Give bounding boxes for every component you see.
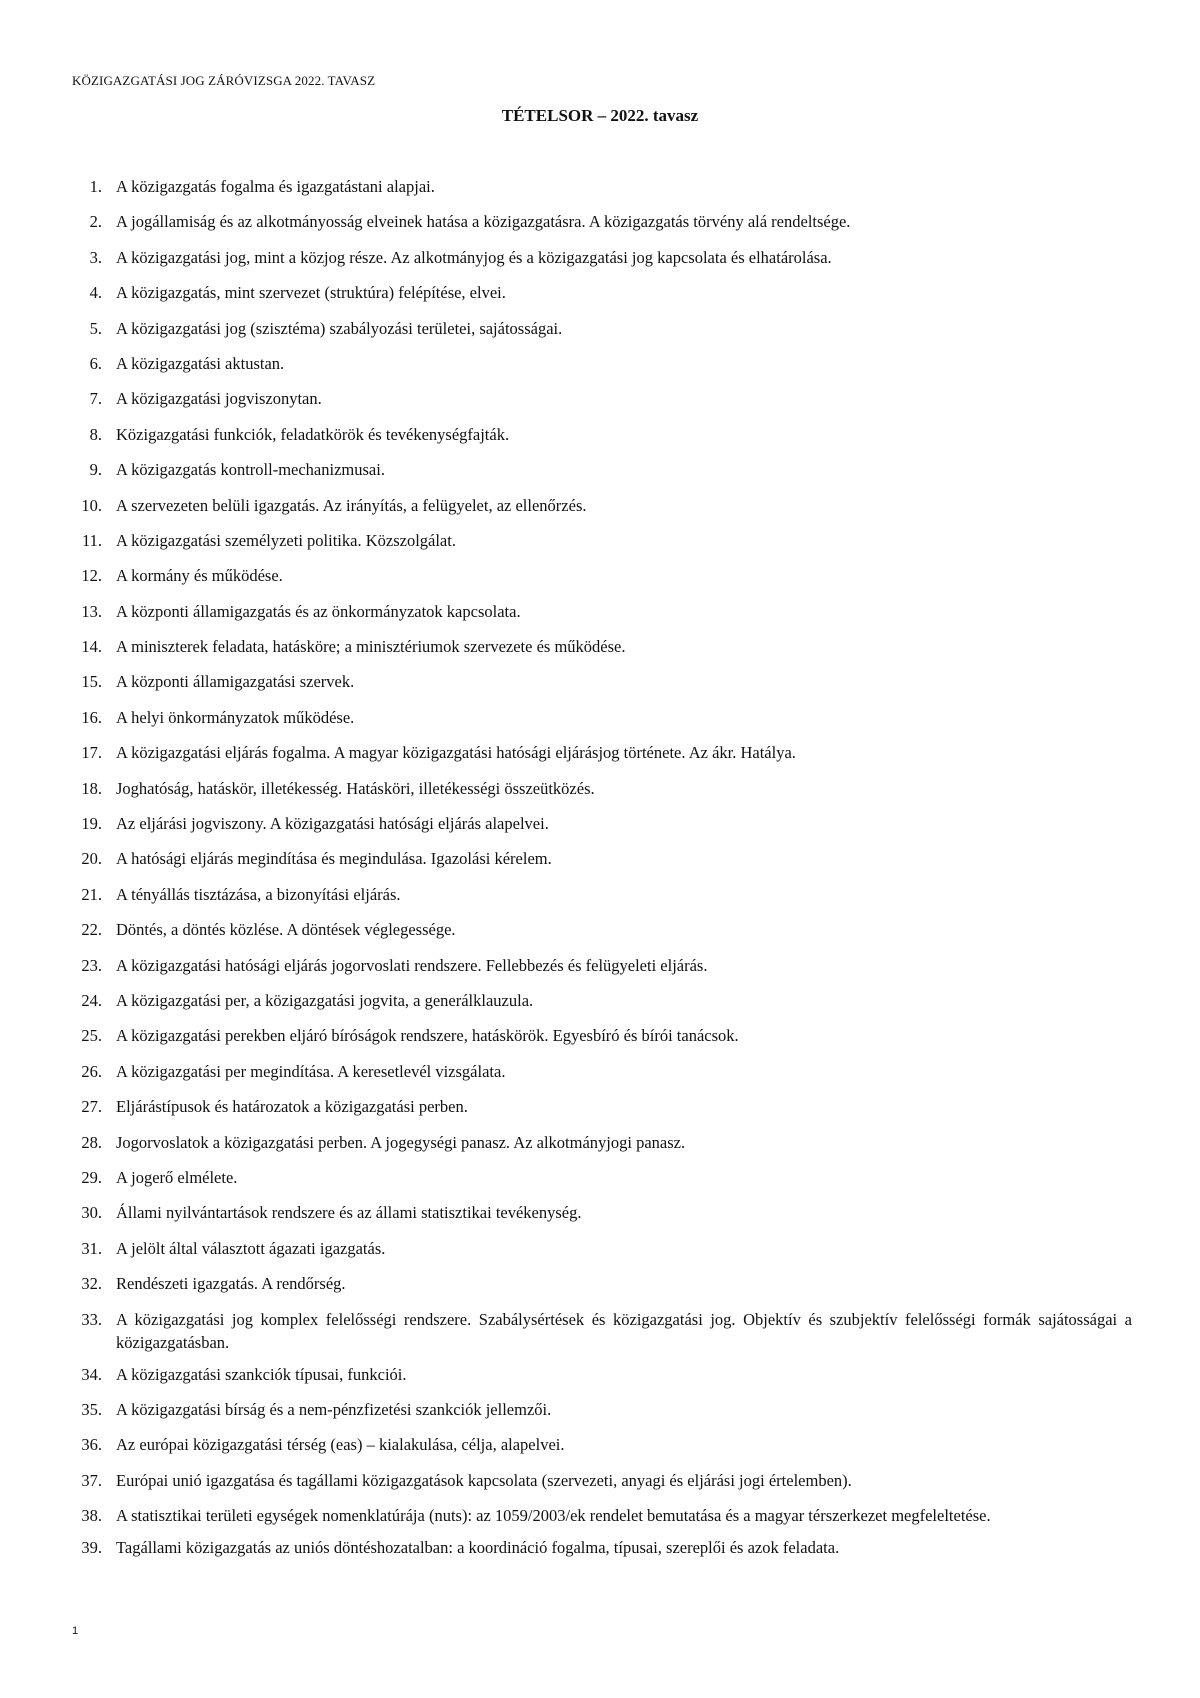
list-item-number: 4.	[89, 283, 102, 303]
list-item	[72, 1308, 1132, 1354]
list-item	[72, 494, 1132, 517]
list-item-text: A közigazgatás fogalma és igazgatástani alapjai.	[116, 177, 435, 196]
page-title: TÉTELSOR – 2022. tavasz	[501, 106, 699, 125]
list-item-text: Döntés, a döntés közlése. A döntések véglegessége.	[116, 920, 456, 940]
list-item	[72, 883, 1132, 906]
list-item-number: 29.	[81, 1167, 102, 1187]
list-item-text: A közigazgatási szankciók típusai, funkciói.	[116, 1364, 407, 1384]
list-item-number: 17.	[81, 743, 102, 763]
list-item-text: A közigazgatási személyzeti politika. Közszolgálat.	[116, 530, 456, 550]
list-item-number: 19.	[81, 814, 102, 834]
list-item	[72, 1024, 1132, 1047]
list-item-text: A jelölt által választott ágazati igazgatás.	[116, 1238, 386, 1258]
list-item	[72, 423, 1132, 446]
list-item-number: 5.	[89, 318, 102, 338]
list-item-text: Joghatóság, hatáskör, illetékesség. Hatásköri, illetékességi összeütközés.	[116, 778, 595, 798]
list-item-number: 9.	[89, 460, 102, 480]
list-item-number: 12.	[81, 566, 102, 586]
list-item-number: 26.	[81, 1061, 102, 1081]
list-item-text: A tényállás tisztázása, a bizonyítási eljárás.	[116, 884, 401, 904]
list-item	[72, 1398, 1132, 1421]
list-item	[72, 1060, 1132, 1083]
list-item-text: A közigazgatási jog (szisztéma) szabályozási területei, sajátosságai.	[116, 318, 563, 338]
list-item-text: A közigazgatási per megindítása. A keresetlevél vizsgálata.	[116, 1061, 506, 1081]
list-item-text: A közigazgatási jogviszonytan.	[116, 389, 322, 409]
list-item-number: 1.	[89, 177, 102, 196]
list-item-number: 33.	[81, 1309, 102, 1329]
list-item-number: 39.	[81, 1538, 102, 1558]
list-item-number: 6.	[89, 353, 102, 373]
list-item-text: Közigazgatási funkciók, feladatkörök és tevékenységfajták.	[116, 424, 510, 444]
list-item	[72, 777, 1132, 800]
list-item-number: 20.	[81, 849, 102, 869]
list-item-number: 14.	[81, 637, 102, 657]
list-item-text: A szervezeten belüli igazgatás. Az irányítás, a felügyelet, az ellenőrzés.	[116, 495, 587, 515]
list-item	[72, 812, 1132, 835]
list-item-number: 28.	[81, 1132, 102, 1152]
list-item-number: 34.	[81, 1364, 102, 1384]
page-number: 1	[72, 1625, 79, 1637]
topic-list	[72, 175, 1132, 1571]
list-item-text: Tagállami közigazgatás az uniós döntéshozatalban: a koordináció fogalma, típusai, szereplői és azok feladata.	[116, 1538, 840, 1558]
list-item-text: A helyi önkormányzatok működése.	[116, 707, 355, 727]
list-item-text: Rendészeti igazgatás. A rendőrség.	[116, 1274, 346, 1294]
list-item-number: 7.	[89, 389, 102, 409]
list-item	[72, 210, 1132, 233]
list-item-text: A közigazgatási jog, mint a közjog része. Az alkotmányjog és a közigazgatási jog kapcsolata és elhatárolása.	[116, 247, 832, 267]
list-item	[72, 918, 1132, 941]
list-item	[72, 600, 1132, 623]
list-item-text: A központi államigazgatás és az önkormányzatok kapcsolata.	[116, 601, 521, 621]
list-item	[72, 741, 1132, 764]
list-item-text: Az európai közigazgatási térség (eas) – kialakulása, célja, alapelvei.	[116, 1435, 565, 1455]
list-item	[72, 1131, 1132, 1154]
list-item	[72, 847, 1132, 870]
list-item-number: 31.	[81, 1238, 102, 1258]
list-item-number: 38.	[81, 1506, 102, 1526]
list-item-number: 22.	[81, 920, 102, 940]
list-item	[72, 564, 1132, 587]
list-item-text: Eljárástípusok és határozatok a közigazgatási perben.	[116, 1097, 468, 1117]
list-item-number: 10.	[81, 495, 102, 515]
list-item-number: 36.	[81, 1435, 102, 1455]
list-item	[72, 1504, 1132, 1527]
list-item-number: 23.	[81, 955, 102, 975]
list-item-text: A közigazgatási perekben eljáró bíróságok rendszere, hatáskörök. Egyesbíró és bírói tanácsok.	[116, 1026, 739, 1046]
list-item-text: A jogerő elmélete.	[116, 1167, 238, 1187]
list-item	[72, 1536, 1132, 1559]
list-item	[72, 1469, 1132, 1492]
list-item	[72, 1272, 1132, 1295]
list-item-text: A hatósági eljárás megindítása és megindulása. Igazolási kérelem.	[116, 849, 552, 869]
list-item-number: 18.	[81, 778, 102, 798]
list-item-text: A közigazgatási eljárás fogalma. A magyar közigazgatási hatósági eljárásjog története. Az ákr. Hatálya.	[116, 743, 796, 763]
list-item	[72, 529, 1132, 552]
list-item-number: 30.	[81, 1203, 102, 1223]
list-item	[72, 1166, 1132, 1189]
list-item-text: Európai unió igazgatása és tagállami közigazgatások kapcsolata (szervezeti, anyagi és eljárási jogi értelemben).	[116, 1470, 852, 1490]
list-item-text: Jogorvoslatok a közigazgatási perben. A jogegységi panasz. Az alkotmányjogi panasz.	[116, 1132, 686, 1152]
list-item-number: 35.	[81, 1399, 102, 1419]
list-item-text: A miniszterek feladata, hatásköre; a minisztériumok szervezete és működése.	[116, 637, 626, 657]
list-item-text: A közigazgatási hatósági eljárás jogorvoslati rendszere. Fellebbezés és felügyeleti eljárás.	[116, 955, 708, 975]
list-item-text: Az eljárási jogviszony. A közigazgatási hatósági eljárás alapelvei.	[116, 814, 549, 834]
list-item-text: A közigazgatási per, a közigazgatási jogvita, a generálklauzula.	[116, 990, 534, 1010]
list-item-number: 2.	[89, 212, 102, 232]
list-item	[72, 317, 1132, 340]
list-item-text: A közigazgatás, mint szervezet (struktúra) felépítése, elvei.	[116, 283, 506, 303]
list-item-number: 11.	[81, 530, 102, 550]
list-item	[72, 1237, 1132, 1260]
document-header: KÖZIGAZGATÁSI JOG ZÁRÓVIZSGA 2022. TAVASZ	[72, 73, 376, 88]
list-item-number: 15.	[81, 672, 102, 692]
list-item-text: A kormány és működése.	[116, 566, 283, 586]
list-item-number: 13.	[81, 601, 102, 621]
list-item-number: 21.	[81, 884, 102, 904]
list-item	[72, 458, 1132, 481]
list-item-number: 37.	[81, 1470, 102, 1490]
list-item	[72, 1363, 1132, 1386]
list-item	[72, 1433, 1132, 1456]
list-item	[72, 1201, 1132, 1224]
list-item-number: 24.	[81, 990, 102, 1010]
list-item	[72, 1095, 1132, 1118]
list-item-text: Állami nyilvántartások rendszere és az állami statisztikai tevékenység.	[116, 1203, 582, 1223]
list-item	[72, 281, 1132, 304]
list-item-text: A közigazgatási aktustan.	[116, 353, 285, 373]
list-item-text: A közigazgatási bírság és a nem-pénzfizetési szankciók jellemzői.	[116, 1399, 552, 1419]
list-item	[72, 954, 1132, 977]
list-item-number: 8.	[89, 424, 102, 444]
list-item	[72, 635, 1132, 658]
list-item-number: 16.	[81, 707, 102, 727]
list-item-number: 25.	[81, 1026, 102, 1046]
list-item	[72, 175, 1132, 198]
list-item	[72, 706, 1132, 729]
list-item-text: A központi államigazgatási szervek.	[116, 672, 355, 692]
list-item	[72, 352, 1132, 375]
list-item-text: A jogállamiság és az alkotmányosság elveinek hatása a közigazgatásra. A közigazgatás törvény alá rendeltsége.	[116, 212, 851, 232]
list-item-text: A közigazgatás kontroll-mechanizmusai.	[116, 460, 385, 480]
list-item	[72, 670, 1132, 693]
list-item-number: 32.	[81, 1274, 102, 1294]
list-item	[72, 246, 1132, 269]
list-item-text: A statisztikai területi egységek nomenklatúrája (nuts): az 1059/2003/ek rendelet bemutatása és a magyar térszerkezet megfeleltetése.	[116, 1506, 991, 1526]
list-item-text: A közigazgatási jog komplex felelősségi rendszere. Szabálysértések és közigazgatási jog. Objektív és szubjektív felelősségi formák sajátosságai a közigazgatásban.	[116, 1309, 1132, 1352]
list-item	[72, 387, 1132, 410]
list-item-number: 3.	[89, 247, 102, 267]
list-item	[72, 989, 1132, 1012]
list-item-number: 27.	[81, 1097, 102, 1117]
